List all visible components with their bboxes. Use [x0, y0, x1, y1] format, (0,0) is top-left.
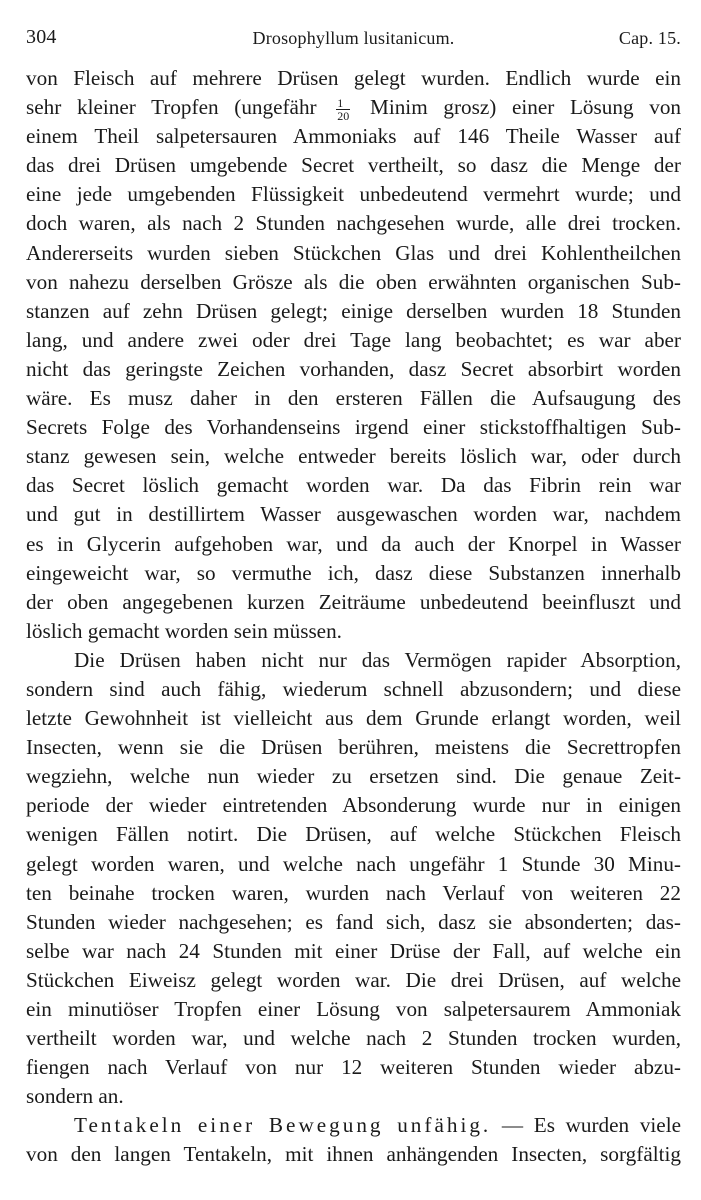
- text-line: [26, 93, 681, 122]
- text-line: wenigen Fällen notirt. Die Drüsen, auf welche Stückchen Fleisch: [26, 822, 681, 847]
- fraction: [336, 97, 350, 122]
- fraction-numerator: 1: [336, 97, 350, 110]
- text-line: sondern an.: [26, 1084, 124, 1109]
- text-line: löslich gemacht worden sein müssen.: [26, 618, 342, 643]
- text-fragment: sehr kleiner Tropfen (ungefähr: [26, 95, 317, 120]
- text-line: Stückchen Eiweisz gelegt worden war. Die drei Drüsen, auf welche: [26, 967, 681, 992]
- text-line: selbe war nach 24 Stunden mit einer Drüse der Fall, auf welche ein: [26, 938, 681, 963]
- body-text: [26, 64, 681, 1170]
- running-title: Drosophyllum lusitanicum.: [252, 28, 455, 48]
- text-fragment: Minim grosz) einer Lösung von: [369, 95, 681, 120]
- section-start-line: [26, 1111, 681, 1140]
- text-line: eingeweicht war, so vermuthe ich, dasz diese Substanzen innerhalb: [26, 560, 681, 585]
- text-line: stanz gewesen sein, welche entweder bereits löslich war, oder durch: [26, 444, 681, 469]
- text-line: Secrets Folge des Vorhandenseins irgend einer stickstoffhaltigen Sub-: [26, 415, 681, 440]
- text-line: wegziehn, welche nun wieder zu ersetzen sind. Die genaue Zeit-: [26, 764, 681, 789]
- text-line: eine jede umgebenden Flüssigkeit unbedeutend vermehrt wurde; und: [26, 182, 681, 207]
- text-line: vertheilt worden war, und welche nach 2 Stunden trocken wurden,: [26, 1026, 681, 1051]
- paragraph-start-line: Die Drüsen haben nicht nur das Vermögen rapider Absorption,: [74, 647, 681, 672]
- text-line: stanzen auf zehn Drüsen gelegt; einige derselben wurden 18 Stunden: [26, 298, 681, 323]
- text-line: es in Glycerin aufgehoben war, und da auch der Knorpel in Wasser: [26, 531, 681, 556]
- text-line: doch waren, als nach 2 Stunden nachgesehen wurde, alle drei trocken.: [26, 211, 681, 236]
- chapter-label: Cap. 15.: [618, 28, 681, 48]
- text-line: das drei Drüsen umgebende Secret vertheilt, so dasz die Menge der: [26, 153, 681, 178]
- text-line: lang, und andere zwei oder drei Tage lang beobachtet; es war aber: [26, 327, 681, 352]
- text-fragment: — Es wurden viele: [501, 1113, 681, 1138]
- text-line: Insecten, wenn sie die Drüsen berühren, meistens die Secrettropfen: [26, 735, 681, 760]
- text-line: letzte Gewohnheit ist vielleicht aus dem Grunde erlangt worden, weil: [26, 706, 681, 731]
- text-line: gelegt worden waren, und welche nach ungefähr 1 Stunde 30 Minu-: [26, 851, 681, 876]
- text-line: einem Theil salpetersauren Ammoniaks auf 146 Theile Wasser auf: [26, 124, 681, 149]
- text-line: sondern sind auch fähig, wiederum schnell abzusondern; und diese: [26, 676, 681, 701]
- text-line: und gut in destillirtem Wasser ausgewaschen worden war, nachdem: [26, 502, 681, 527]
- fraction-denominator: 20: [337, 108, 350, 123]
- text-line: von nahezu derselben Grösze als die oben erwähnten organischen Sub-: [26, 269, 681, 294]
- text-line: fiengen nach Verlauf von nur 12 weiteren Stunden wieder abzu-: [26, 1055, 681, 1080]
- text-line: das Secret löslich gemacht worden war. Da das Fibrin rein war: [26, 473, 681, 498]
- text-line: ein minutiöser Tropfen einer Lösung von salpetersaurem Ammoniak: [26, 997, 681, 1021]
- section-heading: Tentakeln einer Bewegung unfähig.: [74, 1113, 492, 1138]
- text-line: ten beinahe trocken waren, wurden nach Verlauf von weiteren 22: [26, 880, 681, 905]
- text-line: wäre. Es musz daher in den ersteren Fällen die Aufsaugung des: [26, 386, 681, 411]
- text-line: nicht das geringste Zeichen vorhanden, dasz Secret absorbirt worden: [26, 356, 681, 381]
- text-line: Stunden wieder nachgesehen; es fand sich, dasz sie absonderten; das-: [26, 909, 681, 934]
- text-line: der oben angegebenen kurzen Zeiträume unbedeutend beeinfluszt und: [26, 589, 681, 614]
- text-line: von Fleisch auf mehrere Drüsen gelegt wurden. Endlich wurde ein: [26, 66, 681, 90]
- text-line: Andererseits wurden sieben Stückchen Glas und drei Kohlentheilchen: [26, 240, 681, 265]
- text-line: von den langen Tentakeln, mit ihnen anhängenden Insecten, sorgfältig: [26, 1142, 681, 1167]
- running-header: [26, 20, 681, 50]
- text-line: periode der wieder eintretenden Absonderung wurde nur in einigen: [26, 793, 681, 818]
- page-number: 304: [26, 26, 57, 48]
